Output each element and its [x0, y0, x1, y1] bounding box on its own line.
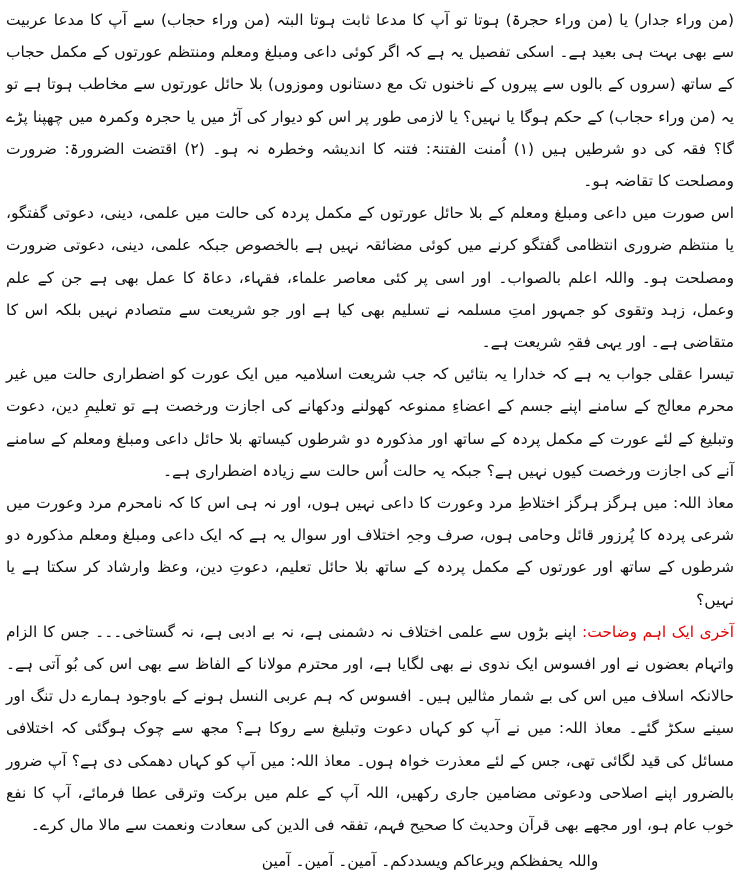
paragraph-final-clarification: [6, 616, 734, 841]
paragraph-third-argument: تیسرا عقلی جواب یہ ہے کہ خدارا یہ بتائیں کہ جب شریعت اسلامیہ میں ایک عورت کو اضطراری حالت میں غیر محرم معالج کے سامنے اپنے جسم کے اعضاءِ ممنوعہ کھولنے ودکھانے کی اجازت ورخصت ہے تو تعلیمِ دین، دعوت وتبلیغ کے لئے عورت کے مکمل پردہ کے ساتھ اور مذکورہ دو شرطوں کیساتھ بلا حائل داعی ومبلغ ومعلم کے سامنے آنے کی اجازت ورخصت کیوں نہیں ہے؟ جبکہ یہ حالت اُس حالت سے زیادہ اضطراری ہے۔: [6, 365, 734, 480]
paragraph-permissibility: اس صورت میں داعی ومبلغ ومعلم کے بلا حائل عورتوں کے مکمل پردہ کی حالت میں علمی، دینی، دعوتی گفتگو، یا منتظم ضروری انتظامی گفتگو کرنے میں کوئی مضائقہ نہیں ہے بالخصوص جبکہ علمی، دینی، دعوتی ضرورت ومصلحت ہو۔ واللہ اعلم بالصواب۔ اور اسی پر کئی معاصر علماء، فقہاء، دعاۃ کا عمل بھی ہے جن کے علم وعمل، زہد وتقوی کو جمہور امتِ مسلمہ نے تسلیم بھی کیا ہے اور جو شریعت سے متصادم نہیں بلکہ اس کا متقاضی ہے۔ اور یہی فقہِ شریعت ہے۔: [6, 204, 734, 352]
closing-prayer: واللہ یحفظکم ویرعاکم ویسددکم۔ آمین۔ آمین۔ آمین: [261, 852, 599, 871]
paragraph-hijab-interpretation: (من وراء جدار) یا (من وراء حجرۃ) ہوتا تو آپ کا مدعا ثابت ہوتا البتہ (من وراء حجاب) سے آپ کا مدعا عربیت سے بھی بہت ہی بعید ہے۔ اسکی تفصیل یہ ہے کہ اگر کوئی داعی ومبلغ ومعلم ومنتظم عورتوں کے مکمل حجاب کے ساتھ (سروں کے بالوں سے پیروں کے ناخنوں تک مع دستانوں وموزوں) بلا حائل عورتوں سے مخاطب ہوتا ہے تو یہ (من وراء حجاب) کے حکم ہوگا یا نہیں؟ یا لازمی طور پر اس کو دیوار کی آڑ میں یا حجرہ وکمرہ میں چھپنا پڑے گا؟ فقہ کی دو شرطیں ہیں (۱) اُمنت الفتنۃ: فتنہ کا اندیشہ وخطرہ نہ ہو۔ (۲) اقتضت الضرورۃ: ضرورت ومصلحت کا تقاضہ ہو۔: [6, 11, 734, 191]
paragraph-disclaimer: معاذ اللہ: میں ہرگز ہرگز اختلاطِ مرد وعورت کا داعی نہیں ہوں، اور نہ ہی اس کا کہ نامحرم مرد وعورت میں شرعی پردہ کا پُرزور قائل وحامی ہوں، صرف وجہِ اختلاف اور سوال یہ ہے کہ ایک داعی ومبلغ ومعلم مذکورہ دو شرطوں کے ساتھ اور عورتوں کے مکمل پردہ کے ساتھ بلا حائل تعلیم، دعوتِ دین، وعظ وارشاد کر سکتا ہے یا نہیں؟: [6, 494, 734, 609]
final-clarification-heading: آخری ایک اہم وضاحت:: [582, 622, 734, 641]
final-clarification-text: اپنے بڑوں سے علمی اختلاف نہ دشمنی ہے، نہ بے ادبی ہے، نہ گستاخی۔۔۔ جس کا الزام واتہام بعضوں نے اور افسوس ایک ندوی نے بھی لگایا ہے، اور محترم مولانا کے الفاظ سے بھی اس کی بُو آتی ہے۔ حالانکہ اسلاف میں اس کی بے شمار مثالیں ہیں۔ افسوس کہ ہم عربی النسل ہونے کے باوجود ہمارے دل تنگ اور سینے سکڑ گئے۔ معاذ اللہ: میں نے آپ کو کہاں دعوت وتبلیغ سے روکا ہے؟ مجھ سے چوک ہوگئی کہ اختلافی مسائل کی قید لگائی تھی، جس کے لئے معذرت خواہ ہوں۔ معاذ اللہ: میں آپ کو کہاں دھمکی دی ہے؟ آپ ضرور بالضرور اپنے اصلاحی ودعوتی مضامین جاری رکھیں، اللہ آپ کے علم میں برکت وترقی عطا فرمائے، آپ کا نفع خوب عام ہو، اور مجھے بھی قرآن وحدیث کا صحیح فہم، تفقہ فی الدین کی سعادت ونعمت سے مالا مال کرے۔: [6, 622, 734, 835]
